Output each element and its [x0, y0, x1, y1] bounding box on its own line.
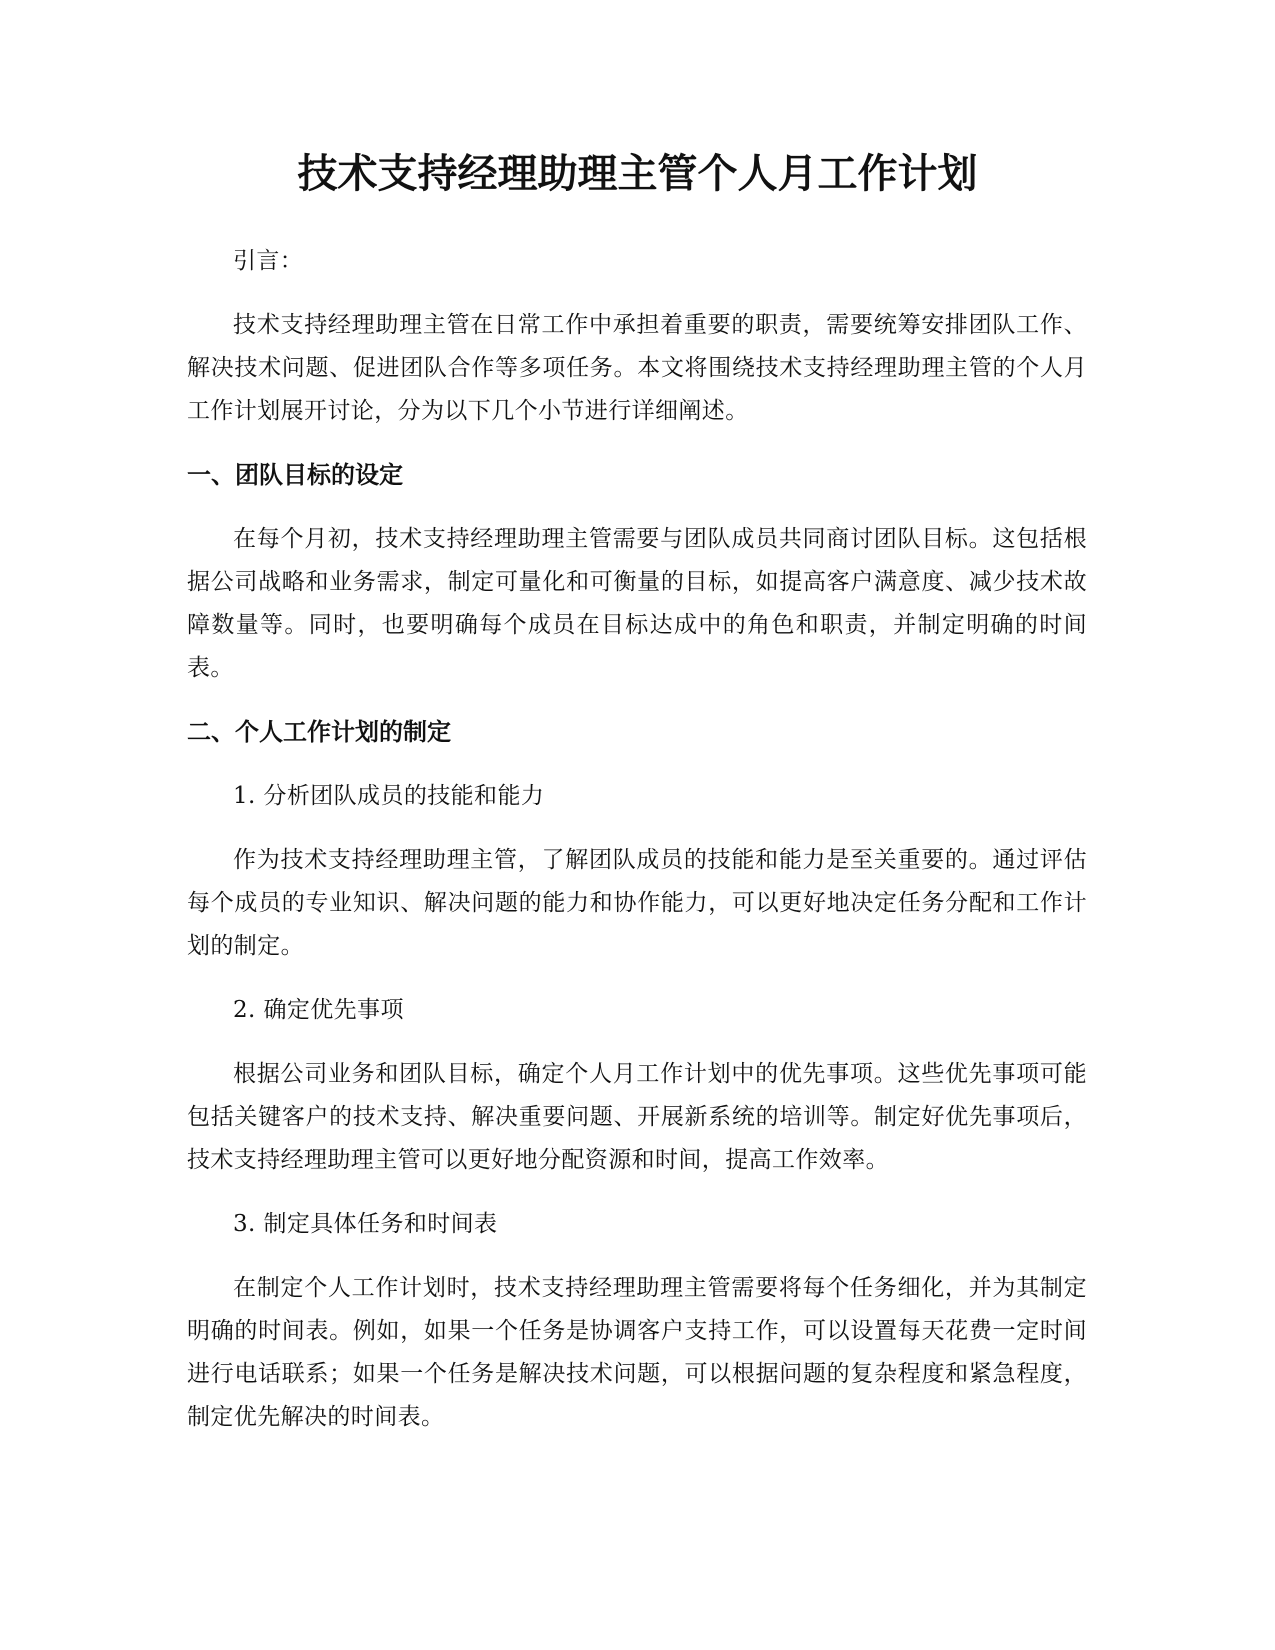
intro-paragraph: 技术支持经理助理主管在日常工作中承担着重要的职责，需要统筹安排团队工作、解决技术问题、促进团队合作等多项任务。本文将围绕技术支持经理助理主管的个人月工作计划展开讨论，分为以下几个小节进行详细阐述。 [187, 312, 1087, 424]
subsection-paragraph-priorities: 根据公司业务和团队目标，确定个人月工作计划中的优先事项。这些优先事项可能包括关键客户的技术支持、解决重要问题、开展新系统的培训等。制定好优先事项后，技术支持经理助理主管可以更好地分配资源和时间，提高工作效率。 [187, 1061, 1087, 1173]
intro-label: 引言： [233, 248, 304, 274]
section-paragraph-team-goals: 在每个月初，技术支持经理助理主管需要与团队成员共同商讨团队目标。这包括根据公司战略和业务需求，制定可量化和可衡量的目标，如提高客户满意度、减少技术故障数量等。同时，也要明确每个成员在目标达成中的角色和职责，并制定明确的时间表。 [187, 526, 1087, 681]
section-heading-personal-plan: 二、个人工作计划的制定 [187, 718, 451, 746]
document-body [187, 240, 1087, 1460]
subsection-paragraph-skills: 作为技术支持经理助理主管，了解团队成员的技能和能力是至关重要的。通过评估每个成员的专业知识、解决问题的能力和协作能力，可以更好地决定任务分配和工作计划的制定。 [187, 847, 1087, 959]
subsection-title-skills: 1. 分析团队成员的技能和能力 [233, 783, 545, 809]
subsection-paragraph-tasks-schedule: 在制定个人工作计划时，技术支持经理助理主管需要将每个任务细化，并为其制定明确的时间表。例如，如果一个任务是协调客户支持工作，可以设置每天花费一定时间进行电话联系；如果一个任务是解决技术问题，可以根据问题的复杂程度和紧急程度，制定优先解决的时间表。 [187, 1275, 1087, 1430]
subsection-title-tasks-schedule: 3. 制定具体任务和时间表 [233, 1211, 498, 1237]
subsection-title-priorities: 2. 确定优先事项 [233, 997, 404, 1023]
document-title: 技术支持经理助理主管个人月工作计划 [297, 151, 978, 197]
section-heading-team-goals: 一、团队目标的设定 [187, 461, 403, 489]
